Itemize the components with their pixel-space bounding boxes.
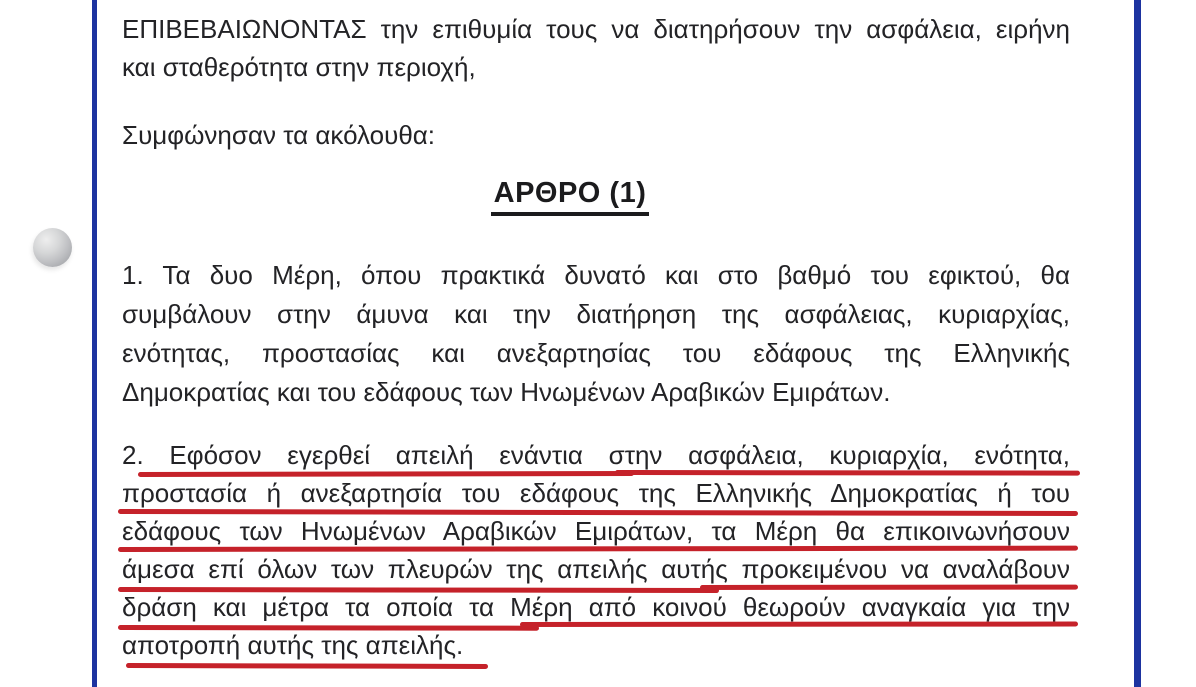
paragraph-2-line: [122, 512, 1070, 550]
intro-line-text: ΕΠΙΒΕΒΑΙΩΝΟΝΤΑΣ την επιθυμία τους να διατηρήσουν την ασφάλεια, ειρήνη: [122, 14, 1070, 44]
intro-line-text: και σταθερότητα στην περιοχή,: [122, 52, 476, 82]
red-underline: [126, 663, 488, 669]
paragraph-2-line: [122, 626, 1070, 664]
paragraph-2-line: [122, 550, 1070, 588]
agreement-lead-line: [122, 116, 1070, 154]
paragraph-2-line: [122, 436, 1070, 474]
paragraph-1-line-text: ενότητας, προστασίας και ανεξαρτησίας του εδάφους της Ελληνικής: [122, 338, 1070, 368]
paragraph-2-line-text: αποτροπή αυτής της απειλής.: [122, 630, 464, 660]
paragraph-2-line-text: άμεσα επί όλων των πλευρών της απειλής αυτής προκειμένου να αναλάβουν: [122, 554, 1070, 584]
paragraph-1-line-text: 1. Τα δυο Μέρη, όπου πρακτικά δυνατό και στο βαθμό του εφικτού, θα: [122, 260, 1070, 290]
paragraph-2-line-text: προστασία ή ανεξαρτησία του εδάφους της Ελληνικής Δημοκρατίας ή του: [122, 478, 1070, 508]
paragraph-1-line: [122, 256, 1070, 295]
intro-line: [122, 10, 1070, 48]
paragraph-1-line-text: Δημοκρατίας και του εδάφους των Ηνωμένων Αραβικών Εμιράτων.: [122, 377, 891, 407]
paragraph-2-line: [122, 474, 1070, 512]
paragraph-1-line: [122, 295, 1070, 334]
agreement-lead: [122, 116, 1070, 154]
paragraph-1-line-text: συμβάλουν στην άμυνα και την διατήρηση της ασφάλειας, κυριαρχίας,: [122, 299, 1070, 329]
intro-clause: [122, 10, 1070, 86]
agreement-lead-text: Συμφώνησαν τα ακόλουθα:: [122, 120, 436, 150]
paragraph-2-line-text: 2. Εφόσον εγερθεί απειλή ενάντια στην ασφάλεια, κυριαρχία, ενότητα,: [122, 440, 1070, 470]
article-heading: ΑΡΘΡΟ (1): [491, 177, 650, 216]
paragraph-2-line-text: εδάφους των Ηνωμένων Αραβικών Εμιράτων, τα Μέρη θα επικοινωνήσουν: [122, 516, 1070, 546]
paragraph-2-line: [122, 588, 1070, 626]
paragraph-1: [122, 256, 1070, 412]
paragraph-2: [122, 436, 1070, 664]
paragraph-1-line: [122, 373, 1070, 412]
right-margin-line: [1134, 0, 1141, 687]
article-heading-row: [122, 177, 1070, 216]
paragraph-1-line: [122, 334, 1070, 373]
document-content: [122, 0, 1070, 687]
paragraph-2-line-text: δράση και μέτρα τα οποία τα Μέρη από κοινού θεωρούν αναγκαία για την: [122, 592, 1070, 622]
intro-line: [122, 48, 1070, 86]
binder-hole-icon: [33, 228, 72, 267]
left-margin-line: [92, 0, 97, 687]
